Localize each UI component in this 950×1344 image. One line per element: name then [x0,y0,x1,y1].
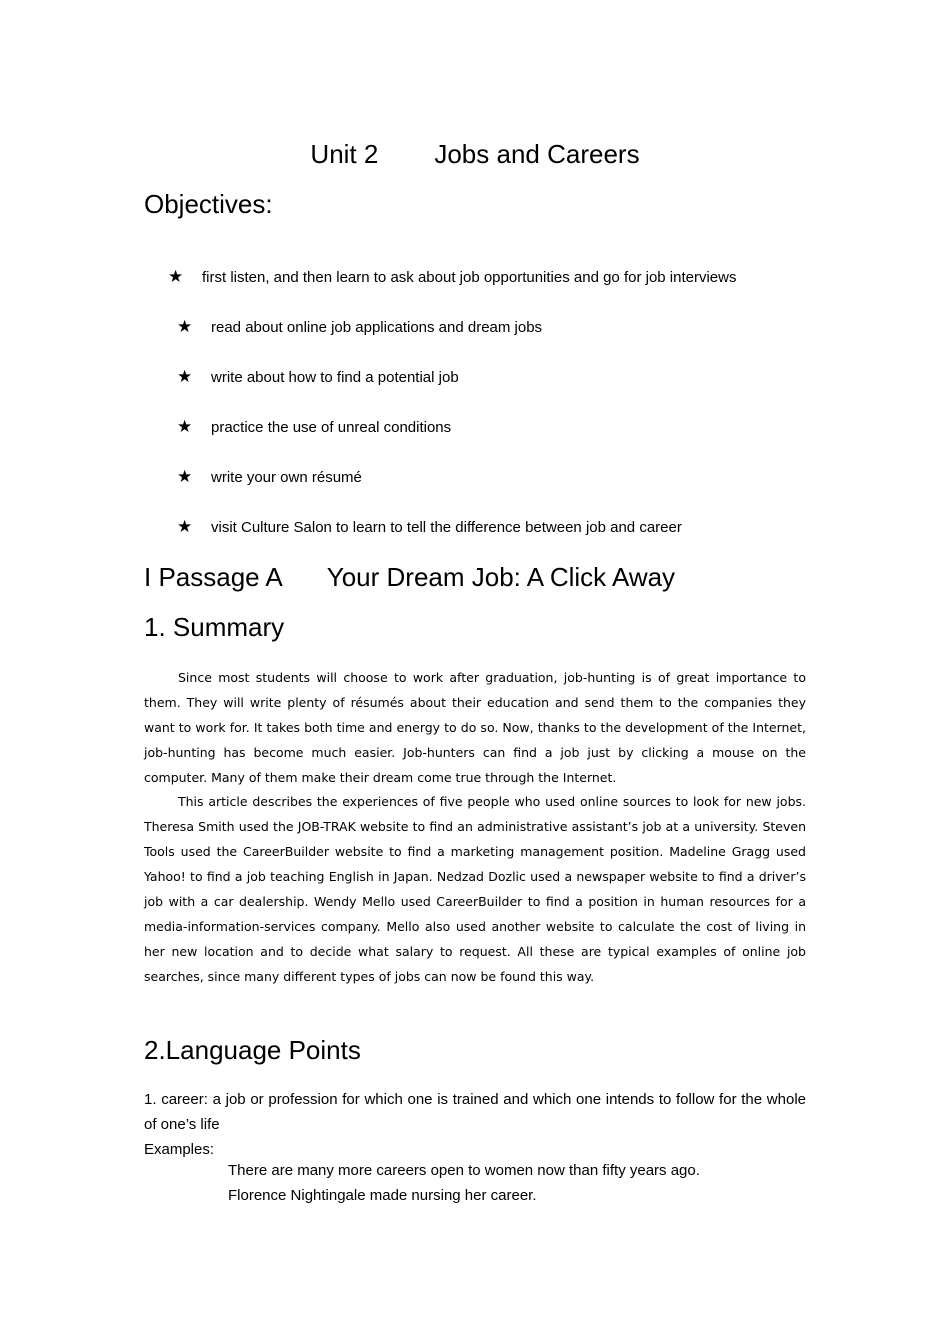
objective-text: read about online job applications and dream jobs [211,319,543,336]
star-icon: ★ [177,517,193,536]
objectives-heading: Objectives: [144,189,273,219]
example-sentence: There are many more careers open to women now than fifty years ago. [228,1162,700,1179]
language-point-definition: 1. career: a job or profession for which one is trained and which one intends to follow for the whole of one’s life [144,1091,806,1133]
summary-heading: 1. Summary [144,612,285,642]
objective-item [168,267,737,287]
star-icon: ★ [177,467,193,486]
passage-label: I Passage A [144,562,283,592]
star-icon: ★ [168,267,184,286]
unit-topic: Jobs and Careers [434,139,640,169]
objective-item [177,317,542,337]
objective-item [177,417,451,437]
unit-title [0,139,950,170]
objective-text: first listen, and then learn to ask about job opportunities and go for job interviews [202,269,737,286]
objective-item [177,367,459,387]
objective-text: practice the use of unreal conditions [211,419,452,436]
examples-label: Examples: [144,1141,215,1158]
objective-text: visit Culture Salon to learn to tell the difference between job and career [211,519,682,536]
star-icon: ★ [177,417,193,436]
objective-item [177,517,682,537]
language-points-heading: 2.Language Points [144,1035,361,1065]
objective-item [177,467,362,487]
summary-paragraph-1: Since most students will choose to work after graduation, job-hunting is of great importance to them. They will write plenty of résumés about their education and send them to the companies they want to work for. It takes both time and energy to do so. Now, thanks to the development of the Internet, job-hunting has become much easier. Job-hunters can find a job just by clicking a mouse on the computer. Many of them make their dream come true through the Internet. [144,670,806,785]
passage-title: Your Dream Job: A Click Away [326,562,676,592]
star-icon: ★ [177,317,193,336]
objective-text: write your own résumé [211,469,362,486]
star-icon: ★ [177,367,193,386]
example-sentence: Florence Nightingale made nursing her career. [228,1187,537,1204]
summary-paragraph-2: This article describes the experiences of five people who used online sources to look for new jobs. Theresa Smith used the JOB-TRAK website to find an administrative assistant’s job at a university. Steven Tools used the CareerBuilder website to find a marketing management position. Madeline Gragg used Yahoo! to find a job teaching English in Japan. Nedzad Dozlic used a newspaper website to find a driver’s job with a car dealership. Wendy Mello used CareerBuilder to find a position in human resources for a media-information-services company. Mello also used another website to calculate the cost of living in her new location and to decide what salary to request. All these are typical examples of online job searches, since many different types of jobs can now be found this way. [144,794,806,984]
objective-text: write about how to find a potential job [211,369,459,386]
unit-number: Unit 2 [310,139,379,169]
passage-heading [144,562,675,593]
